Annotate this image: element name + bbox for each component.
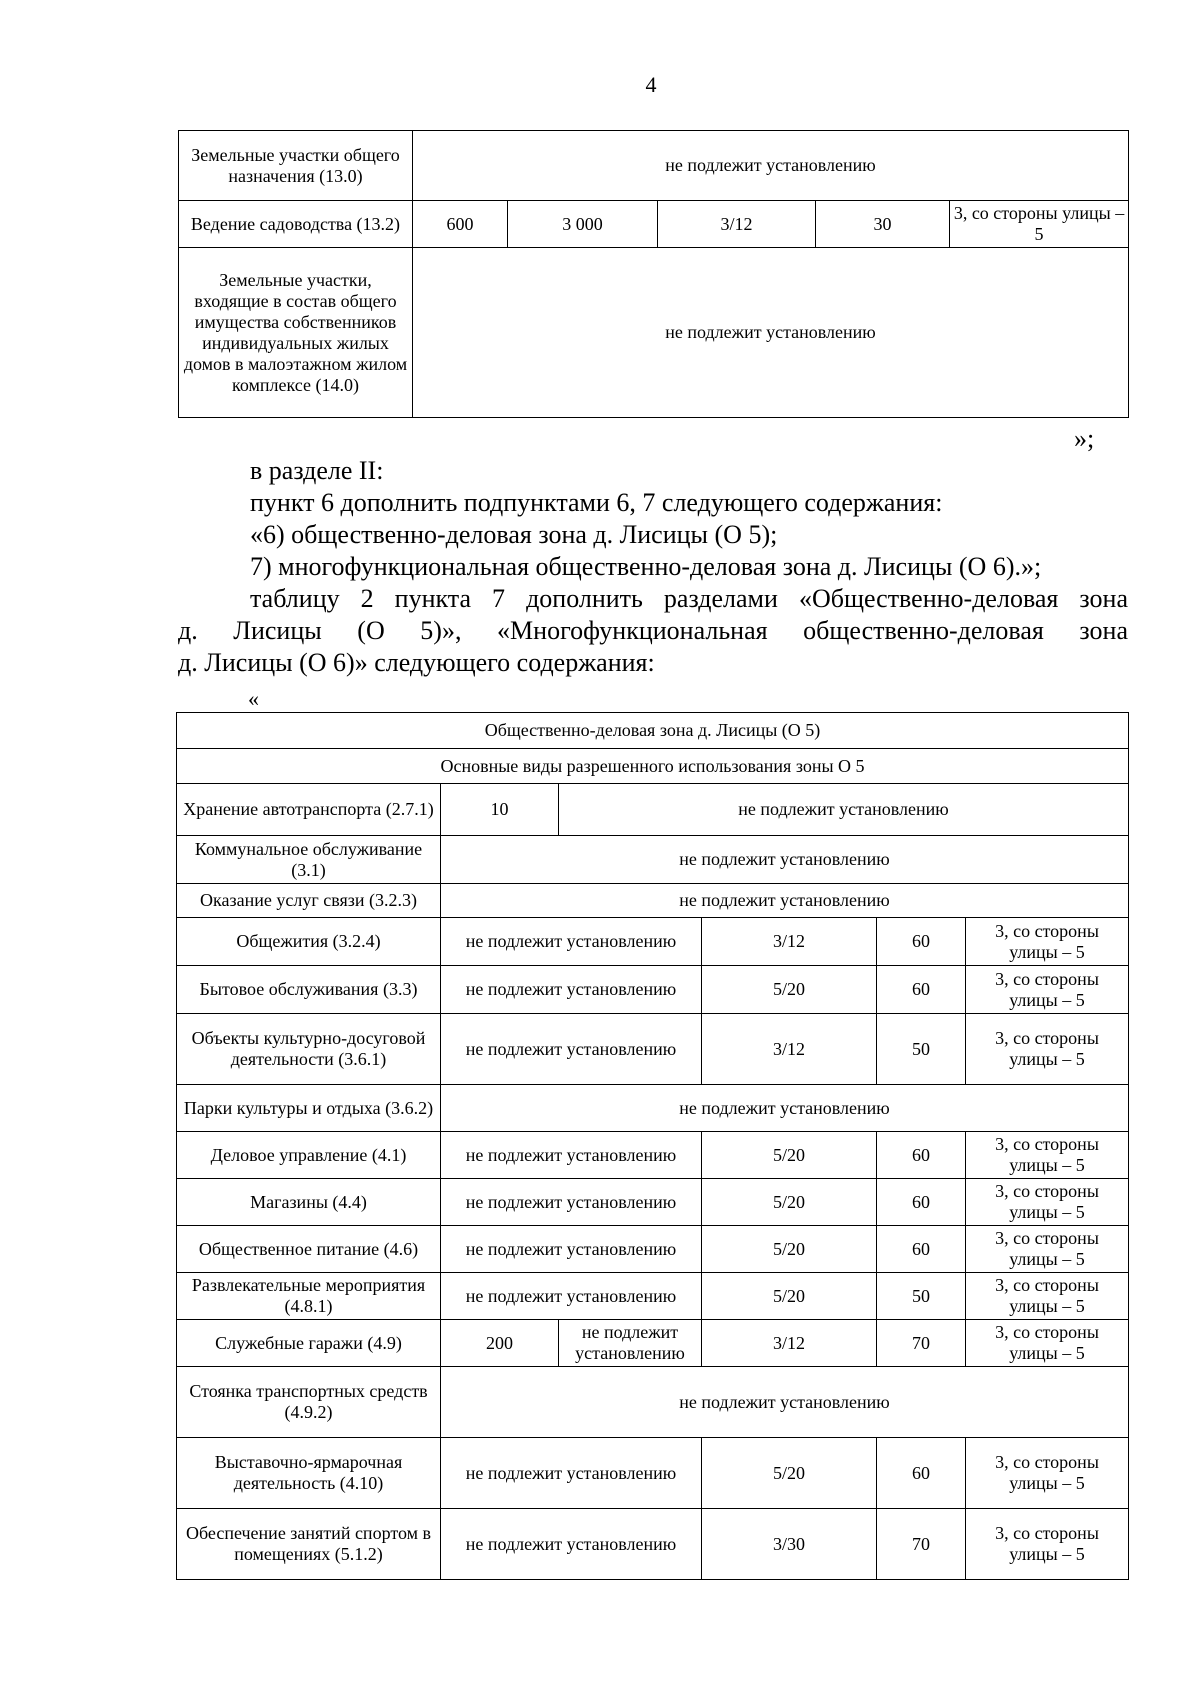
cell: 3, со стороны улицы – 5 (966, 1273, 1129, 1320)
cell: не подлежит установлению (441, 1132, 702, 1179)
table-row (177, 1367, 1129, 1438)
merged-cell: не подлежит установлению (441, 1367, 1129, 1438)
cell: не подлежит установлению (441, 1179, 702, 1226)
zone-o5-table (176, 712, 1129, 1580)
cell: 3 000 (508, 201, 658, 248)
table-row (177, 918, 1129, 966)
merged-cell: не подлежит установлению (413, 131, 1129, 201)
cell: 5/20 (702, 966, 877, 1014)
cell: 3/12 (702, 1014, 877, 1085)
table-row (179, 201, 1129, 248)
cell: не подлежит установлению (441, 1273, 702, 1320)
cell: 3, со стороны улицы – 5 (966, 1132, 1129, 1179)
cell: 3, со стороны улицы – 5 (966, 1509, 1129, 1580)
table-row (177, 1320, 1129, 1367)
row-name: Объекты культурно-досуговой деятельности (3.6.1) (177, 1014, 441, 1085)
cell: 5/20 (702, 1273, 877, 1320)
cell: 600 (413, 201, 508, 248)
cell: 3, со стороны улицы – 5 (966, 1438, 1129, 1509)
row-name: Служебные гаражи (4.9) (177, 1320, 441, 1367)
cell: 30 (816, 201, 950, 248)
cell: 200 (441, 1320, 559, 1367)
row-name: Ведение садоводства (13.2) (179, 201, 413, 248)
paragraph: «6) общественно-деловая зона д. Лисицы (О 5); (250, 520, 778, 549)
merged-cell: не подлежит установлению (441, 884, 1129, 918)
cell: 3/12 (702, 1320, 877, 1367)
cell: 3, со стороны улицы – 5 (950, 201, 1129, 248)
merged-cell: не подлежит установлению (441, 836, 1129, 884)
cell: 3/12 (658, 201, 816, 248)
row-name: Хранение автотранспорта (2.7.1) (177, 784, 441, 836)
paragraph: пункт 6 дополнить подпунктами 6, 7 следующего содержания: (250, 488, 943, 517)
cell: не подлежит установлению (441, 1014, 702, 1085)
cell: не подлежит установлению (441, 1438, 702, 1509)
table-row (179, 248, 1129, 418)
cell: 60 (877, 966, 966, 1014)
merged-cell: не подлежит установлению (413, 248, 1129, 418)
row-name: Оказание услуг связи (3.2.3) (177, 884, 441, 918)
row-name: Общественное питание (4.6) (177, 1226, 441, 1273)
cell: 70 (877, 1320, 966, 1367)
cell: 3, со стороны улицы – 5 (966, 1320, 1129, 1367)
table-row (179, 131, 1129, 201)
row-name: Земельные участки, входящие в состав общего имущества собственников индивидуальных жилых домов в малоэтажном жилом комплексе (14.0) (179, 248, 413, 418)
merged-cell: не подлежит установлению (559, 784, 1129, 836)
cell: 3/30 (702, 1509, 877, 1580)
cell: не подлежит установлению (559, 1320, 702, 1367)
cell: 60 (877, 918, 966, 966)
row-name: Парки культуры и отдыха (3.6.2) (177, 1085, 441, 1132)
cell: 70 (877, 1509, 966, 1580)
closing-quote: »; (1074, 424, 1095, 453)
paragraph: в разделе II: (250, 456, 384, 485)
table-title-row (177, 713, 1129, 749)
table-row (177, 1179, 1129, 1226)
row-name: Развлекательные мероприятия (4.8.1) (177, 1273, 441, 1320)
table-row (177, 884, 1129, 918)
cell: 50 (877, 1273, 966, 1320)
table-subtitle: Основные виды разрешенного использования зоны О 5 (177, 749, 1129, 784)
cell: 60 (877, 1179, 966, 1226)
cell: 5/20 (702, 1132, 877, 1179)
table-row (177, 1132, 1129, 1179)
cell: 3, со стороны улицы – 5 (966, 1014, 1129, 1085)
cell: 5/20 (702, 1226, 877, 1273)
cell: 60 (877, 1438, 966, 1509)
table-row (177, 1085, 1129, 1132)
table-row (177, 1438, 1129, 1509)
table-subtitle-row (177, 749, 1129, 784)
table-row (177, 966, 1129, 1014)
page-number: 4 (645, 72, 657, 97)
row-name: Общежития (3.2.4) (177, 918, 441, 966)
merged-cell: не подлежит установлению (441, 1085, 1129, 1132)
paragraph-line: д. Лисицы (О 5)», «Многофункциональная общественно-деловая зона (178, 616, 1128, 645)
row-name: Коммунальное обслуживание (3.1) (177, 836, 441, 884)
cell: 5/20 (702, 1438, 877, 1509)
cell: 3, со стороны улицы – 5 (966, 918, 1129, 966)
row-name: Выставочно-ярмарочная деятельность (4.10) (177, 1438, 441, 1509)
paragraph-line: д. Лисицы (О 6)» следующего содержания: (178, 648, 655, 677)
cell: 10 (441, 784, 559, 836)
table-row (177, 1014, 1129, 1085)
cell: 50 (877, 1014, 966, 1085)
table-row (177, 1273, 1129, 1320)
cell: 3/12 (702, 918, 877, 966)
cell: не подлежит установлению (441, 1509, 702, 1580)
table-row (177, 1509, 1129, 1580)
cell: не подлежит установлению (441, 918, 702, 966)
row-name: Обеспечение занятий спортом в помещениях (5.1.2) (177, 1509, 441, 1580)
row-name: Земельные участки общего назначения (13.0) (179, 131, 413, 201)
opening-quote: « (248, 686, 259, 711)
table-row (177, 836, 1129, 884)
paragraph-line: таблицу 2 пункта 7 дополнить разделами «Общественно-деловая зона (250, 584, 1128, 613)
cell: 3, со стороны улицы – 5 (966, 966, 1129, 1014)
row-name: Бытовое обслуживания (3.3) (177, 966, 441, 1014)
paragraph: 7) многофункциональная общественно-деловая зона д. Лисицы (О 6).»; (250, 552, 1042, 581)
table-row (177, 1226, 1129, 1273)
cell: 5/20 (702, 1179, 877, 1226)
cell: 60 (877, 1226, 966, 1273)
row-name: Деловое управление (4.1) (177, 1132, 441, 1179)
cell: не подлежит установлению (441, 966, 702, 1014)
table-row (177, 784, 1129, 836)
cell: 3, со стороны улицы – 5 (966, 1179, 1129, 1226)
zone-table-continued (178, 130, 1129, 418)
row-name: Стоянка транспортных средств (4.9.2) (177, 1367, 441, 1438)
cell: не подлежит установлению (441, 1226, 702, 1273)
cell: 3, со стороны улицы – 5 (966, 1226, 1129, 1273)
row-name: Магазины (4.4) (177, 1179, 441, 1226)
cell: 60 (877, 1132, 966, 1179)
table-title: Общественно-деловая зона д. Лисицы (О 5) (177, 713, 1129, 749)
